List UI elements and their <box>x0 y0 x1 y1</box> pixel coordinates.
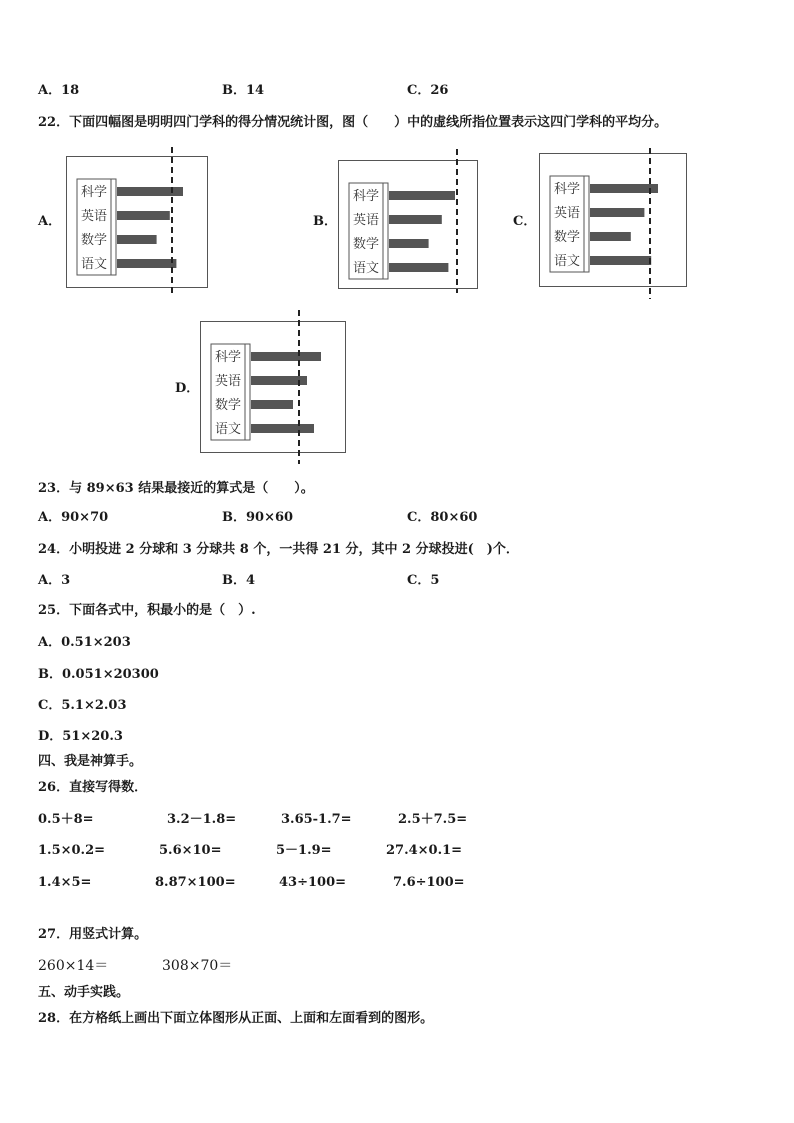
chart-a <box>66 156 208 288</box>
chart-a-letter: A． <box>38 214 62 229</box>
chart-c-subject-2: 数学 <box>553 230 581 245</box>
chart-a-label-bracket <box>111 179 116 275</box>
chart-c-bar-0 <box>590 184 658 193</box>
q26-r3-c3: 43÷100= <box>279 875 347 890</box>
chart-b-bar-2 <box>389 239 429 248</box>
chart-b-bar-3 <box>389 263 448 272</box>
q24-option-b: B．4 <box>222 573 256 588</box>
q26-stem: 26．直接写得数． <box>38 780 148 795</box>
q26-r2-c3: 5－1.9= <box>276 843 332 858</box>
section-4-heading: 四、我是神算手。 <box>38 754 143 769</box>
q24-option-a: A．3 <box>38 573 71 588</box>
chart-a-subject-3: 语文 <box>80 257 108 272</box>
chart-c-bar-2 <box>590 232 631 241</box>
chart-d-label-bracket <box>245 344 250 440</box>
q26-r2-c2: 5.6×10= <box>159 843 222 858</box>
q25-stem: 25．下面各式中，积最小的是（ ）. <box>38 603 256 618</box>
chart-d-letter: D． <box>175 381 200 396</box>
chart-b-subject-3: 语文 <box>352 261 380 276</box>
q26-r1-c2: 3.2－1.8= <box>167 812 237 827</box>
q26-r3-c2: 8.87×100= <box>155 875 236 890</box>
chart-a-subject-2: 数学 <box>80 233 108 248</box>
q21-option-c: C．26 <box>407 83 449 98</box>
chart-b-label-bracket <box>383 183 388 279</box>
chart-a-subject-0: 科学 <box>80 185 108 200</box>
chart-a-bar-1 <box>117 211 170 220</box>
q27-item-1: 260×14＝ <box>38 958 109 974</box>
chart-c-letter: C． <box>513 214 537 229</box>
q26-r1-c3: 3.65-1.7= <box>281 812 352 827</box>
q25-option-b: B．0.051×20300 <box>38 667 159 682</box>
chart-d-bar-3 <box>251 424 314 433</box>
chart-d-subject-2: 数学 <box>214 398 242 413</box>
chart-c-subject-3: 语文 <box>553 254 581 269</box>
chart-d <box>200 321 346 453</box>
q25-option-d: D．51×20.3 <box>38 729 123 744</box>
q23-stem: 23．与 89×63 结果最接近的算式是（ ）。 <box>38 481 314 496</box>
q24-stem: 24．小明投进 2 分球和 3 分球共 8 个，一共得 21 分，其中 2 分球投进( )个． <box>38 542 519 557</box>
chart-c-label-bracket <box>584 176 589 272</box>
chart-c-bar-1 <box>590 208 644 217</box>
q21-option-b: B．14 <box>222 83 265 98</box>
chart-b-svg <box>339 161 477 288</box>
chart-b-subject-0: 科学 <box>352 189 380 204</box>
chart-a-bar-2 <box>117 235 157 244</box>
chart-d-subject-0: 科学 <box>214 350 242 365</box>
chart-a-svg <box>67 157 207 287</box>
chart-d-subject-3: 语文 <box>214 422 242 437</box>
q22-stem: 22．下面四幅图是明明四门学科的得分情况统计图，图（ ）中的虚线所指位置表示这四门学科的平均分。 <box>38 115 668 130</box>
chart-a-bar-3 <box>117 259 176 268</box>
chart-c-bar-3 <box>590 256 651 265</box>
section-5-heading: 五、动手实践。 <box>38 985 130 1000</box>
chart-b-bar-0 <box>389 191 455 200</box>
q23-option-c: C．80×60 <box>407 510 478 525</box>
chart-b-letter: B． <box>313 214 337 229</box>
q21-option-a: A．18 <box>38 83 80 98</box>
chart-d-bar-2 <box>251 400 293 409</box>
chart-b <box>338 160 478 289</box>
chart-b-subject-2: 数学 <box>352 237 380 252</box>
q26-r2-c4: 27.4×0.1= <box>386 843 463 858</box>
chart-d-subject-1: 英语 <box>214 374 242 389</box>
chart-c <box>539 153 687 287</box>
q27-stem: 27．用竖式计算。 <box>38 927 148 942</box>
chart-a-bar-0 <box>117 187 183 196</box>
chart-b-bar-1 <box>389 215 442 224</box>
q26-r3-c4: 7.6÷100= <box>393 875 465 890</box>
q28-stem: 28．在方格纸上画出下面立体图形从正面、上面和左面看到的图形。 <box>38 1011 434 1026</box>
q23-option-b: B．90×60 <box>222 510 294 525</box>
chart-c-svg <box>540 154 686 286</box>
q24-option-c: C．5 <box>407 573 440 588</box>
q23-option-a: A．90×70 <box>38 510 109 525</box>
q25-option-c: C．5.1×2.03 <box>38 698 127 713</box>
q26-r2-c1: 1.5×0.2= <box>38 843 106 858</box>
chart-a-subject-1: 英语 <box>80 209 108 224</box>
chart-b-subject-1: 英语 <box>352 213 380 228</box>
chart-c-subject-1: 英语 <box>553 206 581 221</box>
q26-r3-c1: 1.4×5= <box>38 875 92 890</box>
chart-d-bar-0 <box>251 352 321 361</box>
q25-option-a: A．0.51×203 <box>38 635 131 650</box>
q26-r1-c1: 0.5＋8= <box>38 812 94 827</box>
chart-d-svg <box>201 322 345 452</box>
chart-c-subject-0: 科学 <box>553 182 581 197</box>
q26-r1-c4: 2.5＋7.5= <box>398 812 468 827</box>
q27-item-2: 308×70＝ <box>162 958 233 974</box>
